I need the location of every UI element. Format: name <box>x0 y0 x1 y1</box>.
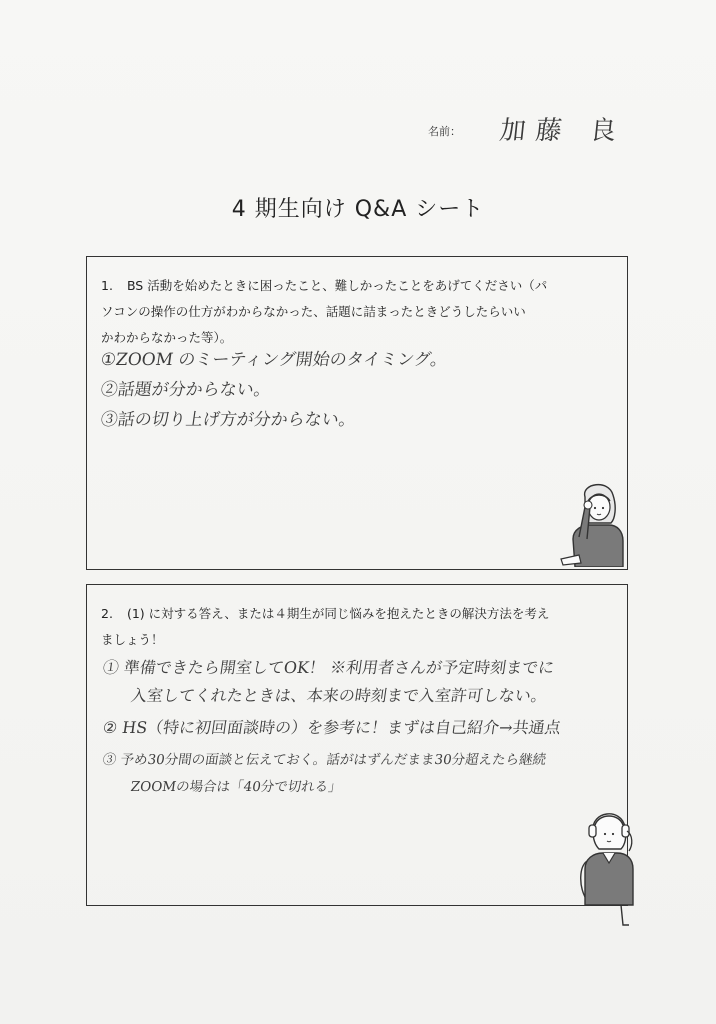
question-2-line-1: (1) に対する答え、または４期生が同じ悩みを抱えたときの解決方法を考え <box>126 606 550 621</box>
answer-1-item-3: ③話の切り上げ方が分からない。 <box>99 410 358 430</box>
answer-2-item-1-cont: 入室してくれたときは、本来の時刻まで入室許可しない。 <box>129 686 549 705</box>
question-1-box <box>86 256 628 570</box>
question-1-line-2: ソコンの操作の仕方がわからなかった、話題に詰まったときどうしたらいい <box>101 304 526 319</box>
question-1-line-3: かわからなかった等）。 <box>101 330 233 345</box>
thinking-woman-illustration <box>559 479 625 567</box>
name-label: 名前： <box>428 125 461 138</box>
answer-1-item-1: ①ZOOM のミーティング開始のタイミング。 <box>99 350 449 370</box>
question-2-number: 2. <box>101 606 113 621</box>
answer-2-item-1: ① 準備できたら開室してOK！ ※利用者さんが予定時刻までに <box>101 658 556 677</box>
answer-2-item-2: ② HS（特に初回面談時の）を参考に！まずは自己紹介→共通点 <box>101 718 562 737</box>
sheet-title: 4 期生向け Q&A シート <box>231 197 485 222</box>
headphones-woman-illustration <box>577 801 641 929</box>
answer-1-item-2: ②話題が分からない。 <box>99 380 273 400</box>
question-1-line-1: BS 活動を始めたときに困ったこと、難しかったことをあげてください（パ <box>126 278 548 293</box>
question-2-line-2: ましょう！ <box>101 632 164 647</box>
answer-2-item-3: ③ 予め30分間の面談と伝えておく。話がはずんだまま30分超えたら継続 <box>101 752 548 768</box>
question-2-box <box>86 584 628 906</box>
question-2-prompt <box>101 601 616 653</box>
question-1-prompt <box>101 273 616 351</box>
answer-2-item-3-cont: ZOOMの場合は「40分で切れる」 <box>129 779 343 795</box>
name-handwritten: 加藤 良 <box>498 116 628 146</box>
question-1-number: 1. <box>101 278 113 293</box>
